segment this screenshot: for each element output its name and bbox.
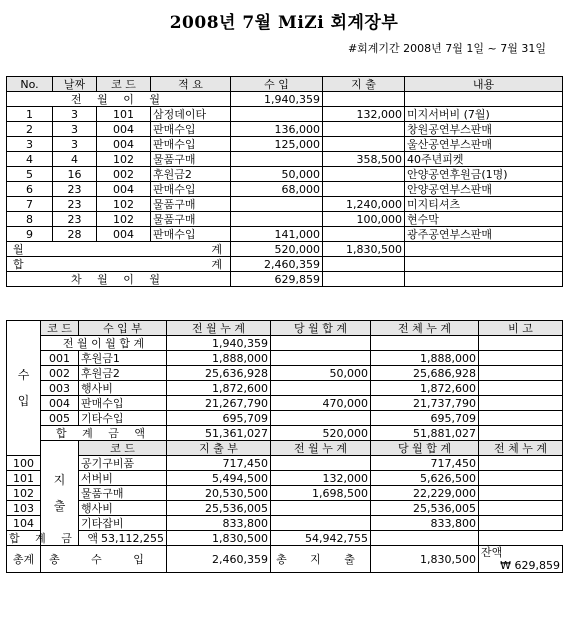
month-total-expense: 1,830,500: [323, 242, 405, 257]
col-no: No.: [7, 77, 53, 92]
row-income: [231, 197, 323, 212]
col-date: 날짜: [53, 77, 97, 92]
expense-month: 132,000: [271, 471, 371, 486]
final-balance: [479, 546, 563, 573]
row-note: 창원공연부스판매: [405, 122, 563, 137]
month-total-label: 월 계: [7, 242, 231, 257]
expense-code: 102: [7, 486, 41, 501]
row-income: 141,000: [231, 227, 323, 242]
row-desc: 물품구매: [151, 197, 231, 212]
row-date: 23: [53, 197, 97, 212]
row-income: 68,000: [231, 182, 323, 197]
row-no: 5: [7, 167, 53, 182]
row-income: [231, 212, 323, 227]
expense-side-label: 지 출: [41, 441, 79, 546]
expense-row: [7, 456, 563, 471]
final-side-label: 총계: [7, 546, 41, 573]
expense-total-month: 1,830,500: [167, 531, 271, 546]
ledger-row: [7, 212, 563, 227]
final-income-label: 총 수 입: [41, 546, 167, 573]
row-date: 16: [53, 167, 97, 182]
income-code: 003: [41, 381, 79, 396]
final-income: 2,460,359: [167, 546, 271, 573]
row-expense: 100,000: [323, 212, 405, 227]
income-total: 695,709: [371, 411, 479, 426]
expense-prev: 20,530,500: [167, 486, 271, 501]
income-total: 1,872,600: [371, 381, 479, 396]
expense-total-prev: 53,112,255: [79, 531, 167, 546]
row-date: 3: [53, 122, 97, 137]
expense-prev: 25,536,005: [167, 501, 271, 516]
page-title: 2008년 7월 MiZi 회계장부: [169, 13, 399, 33]
income-row: [7, 381, 563, 396]
expense-month: [271, 456, 371, 471]
row-note: 울산공연부스판매: [405, 137, 563, 152]
income-total-label: 합 계 금 액: [41, 426, 167, 441]
row-code: 004: [97, 137, 151, 152]
income-name: 행사비: [79, 381, 167, 396]
expense-total: 5,626,500: [371, 471, 479, 486]
income-total: 21,737,790: [371, 396, 479, 411]
income-carry-label: 전 월 이 월 합 계: [41, 336, 167, 351]
row-desc: 삼정데이타: [151, 107, 231, 122]
expense-prev: 5,494,500: [167, 471, 271, 486]
income-total-row: [7, 426, 563, 441]
expense-name: 기타잡비: [79, 516, 167, 531]
expense-prev: 717,450: [167, 456, 271, 471]
expense-total: 25,536,005: [371, 501, 479, 516]
ledger-row: [7, 152, 563, 167]
row-desc: 판매수입: [151, 122, 231, 137]
accounting-period: #회계기간 2008년 7월 1일 ~ 7월 31일: [347, 42, 546, 55]
carry-out-row: [7, 272, 563, 287]
row-note: 광주공연부스판매: [405, 227, 563, 242]
row-date: 3: [53, 137, 97, 152]
row-desc: 판매수입: [151, 182, 231, 197]
row-code: 102: [97, 152, 151, 167]
income-name: 기타수입: [79, 411, 167, 426]
row-date: 23: [53, 212, 97, 227]
row-no: 7: [7, 197, 53, 212]
row-no: 4: [7, 152, 53, 167]
ledger-row: [7, 167, 563, 182]
expense-total-total: 54,942,755: [271, 531, 371, 546]
row-code: 002: [97, 167, 151, 182]
final-expense: 1,830,500: [371, 546, 479, 573]
income-name: 판매수입: [79, 396, 167, 411]
grand-total-row: [7, 257, 563, 272]
final-total-row: [7, 546, 563, 573]
row-income: [231, 152, 323, 167]
income-prev: 21,267,790: [167, 396, 271, 411]
row-no: 2: [7, 122, 53, 137]
row-expense: 1,240,000: [323, 197, 405, 212]
ledger-header: [7, 77, 563, 92]
income-prev: 1,888,000: [167, 351, 271, 366]
row-note: 미지서버비 (7월): [405, 107, 563, 122]
expense-name: 행사비: [79, 501, 167, 516]
income-name: 후원금1: [79, 351, 167, 366]
expense-header: 지 출 코 드 지 출 부 전 월 누 계 당 월 합 계 전 체 누 계: [7, 441, 563, 456]
expense-code: 100: [7, 456, 41, 471]
row-expense: 358,500: [323, 152, 405, 167]
expense-code: 104: [7, 516, 41, 531]
income-total-month: 520,000: [271, 426, 371, 441]
expense-month: [271, 516, 371, 531]
ledger-row: [7, 227, 563, 242]
row-note: 현수막: [405, 212, 563, 227]
row-code: 101: [97, 107, 151, 122]
ledger-table: [6, 76, 563, 287]
income-code: 002: [41, 366, 79, 381]
expense-name: 서버비: [79, 471, 167, 486]
row-note: 안양공연후원금(1명): [405, 167, 563, 182]
row-code: 102: [97, 197, 151, 212]
expense-total: 22,229,000: [371, 486, 479, 501]
carry-in-income: 1,940,359: [231, 92, 323, 107]
income-month: 50,000: [271, 366, 371, 381]
row-income: [231, 107, 323, 122]
ledger-row: [7, 137, 563, 152]
row-date: 4: [53, 152, 97, 167]
carry-in-row: [7, 92, 563, 107]
income-prev: 1,872,600: [167, 381, 271, 396]
income-side-label: 수 입: [7, 321, 41, 456]
col-expense: 지 출: [323, 77, 405, 92]
expense-row: [7, 501, 563, 516]
row-expense: [323, 182, 405, 197]
income-month: 470,000: [271, 396, 371, 411]
income-carry-row: [7, 336, 563, 351]
income-row: [7, 366, 563, 381]
balance-label: 잔액: [481, 546, 503, 559]
month-total-income: 520,000: [231, 242, 323, 257]
expense-code: 103: [7, 501, 41, 516]
col-note: 내용: [405, 77, 563, 92]
row-code: 004: [97, 227, 151, 242]
ledger-row: [7, 197, 563, 212]
row-no: 9: [7, 227, 53, 242]
carry-in-label: 전 월 이 월: [7, 92, 231, 107]
row-expense: [323, 122, 405, 137]
col-income: 수 입: [231, 77, 323, 92]
row-no: 1: [7, 107, 53, 122]
row-income: 125,000: [231, 137, 323, 152]
ledger-row: [7, 182, 563, 197]
expense-name: 공기구비품: [79, 456, 167, 471]
row-expense: [323, 167, 405, 182]
income-row: [7, 396, 563, 411]
income-row: [7, 351, 563, 366]
row-expense: [323, 227, 405, 242]
row-desc: 물품구매: [151, 212, 231, 227]
income-month: [271, 381, 371, 396]
row-desc: 판매수입: [151, 227, 231, 242]
row-expense: [323, 137, 405, 152]
row-income: 50,000: [231, 167, 323, 182]
row-income: 136,000: [231, 122, 323, 137]
carry-out-label: 차 월 이 월: [7, 272, 231, 287]
grand-total-income: 2,460,359: [231, 257, 323, 272]
income-row: [7, 411, 563, 426]
final-expense-label: 총 지 출: [271, 546, 371, 573]
expense-total-row: [7, 531, 563, 546]
row-date: 28: [53, 227, 97, 242]
expense-row: [7, 516, 563, 531]
row-no: 6: [7, 182, 53, 197]
row-note: 안양공연부스판매: [405, 182, 563, 197]
income-header: 수 입 코 드 수 입 부 전 월 누 계 당 월 합 계 전 체 누 계 비 고: [7, 321, 563, 336]
income-code: 004: [41, 396, 79, 411]
expense-total-label: 합 계 금 액: [7, 531, 79, 546]
expense-month: 1,698,500: [271, 486, 371, 501]
row-desc: 물품구매: [151, 152, 231, 167]
expense-month: [271, 501, 371, 516]
balance-value: ₩ 629,859: [500, 559, 560, 572]
row-date: 23: [53, 182, 97, 197]
row-code: 004: [97, 182, 151, 197]
ledger-row: [7, 122, 563, 137]
row-code: 004: [97, 122, 151, 137]
expense-total: 717,450: [371, 456, 479, 471]
row-no: 8: [7, 212, 53, 227]
expense-row: [7, 471, 563, 486]
income-total: 1,888,000: [371, 351, 479, 366]
row-note: 미지티셔츠: [405, 197, 563, 212]
income-code: 001: [41, 351, 79, 366]
income-prev: 25,636,928: [167, 366, 271, 381]
income-month: [271, 351, 371, 366]
expense-prev: 833,800: [167, 516, 271, 531]
grand-total-label: 합 계: [7, 257, 231, 272]
expense-row: [7, 486, 563, 501]
row-no: 3: [7, 137, 53, 152]
row-desc: 후원금2: [151, 167, 231, 182]
row-note: 40주년피켓: [405, 152, 563, 167]
income-prev: 695,709: [167, 411, 271, 426]
col-code: 코 드: [97, 77, 151, 92]
row-date: 3: [53, 107, 97, 122]
income-total-total: 51,881,027: [371, 426, 479, 441]
expense-code: 101: [7, 471, 41, 486]
ledger-row: [7, 107, 563, 122]
row-code: 102: [97, 212, 151, 227]
carry-out-income: 629,859: [231, 272, 323, 287]
expense-total: 833,800: [371, 516, 479, 531]
expense-name: 물품구매: [79, 486, 167, 501]
income-name: 후원금2: [79, 366, 167, 381]
summary-table: [6, 320, 563, 573]
income-carry-prev: 1,940,359: [167, 336, 271, 351]
col-desc: 적 요: [151, 77, 231, 92]
row-desc: 판매수입: [151, 137, 231, 152]
income-code: 005: [41, 411, 79, 426]
row-expense: 132,000: [323, 107, 405, 122]
income-total: 25,686,928: [371, 366, 479, 381]
income-total-prev: 51,361,027: [167, 426, 271, 441]
month-total-row: [7, 242, 563, 257]
income-month: [271, 411, 371, 426]
